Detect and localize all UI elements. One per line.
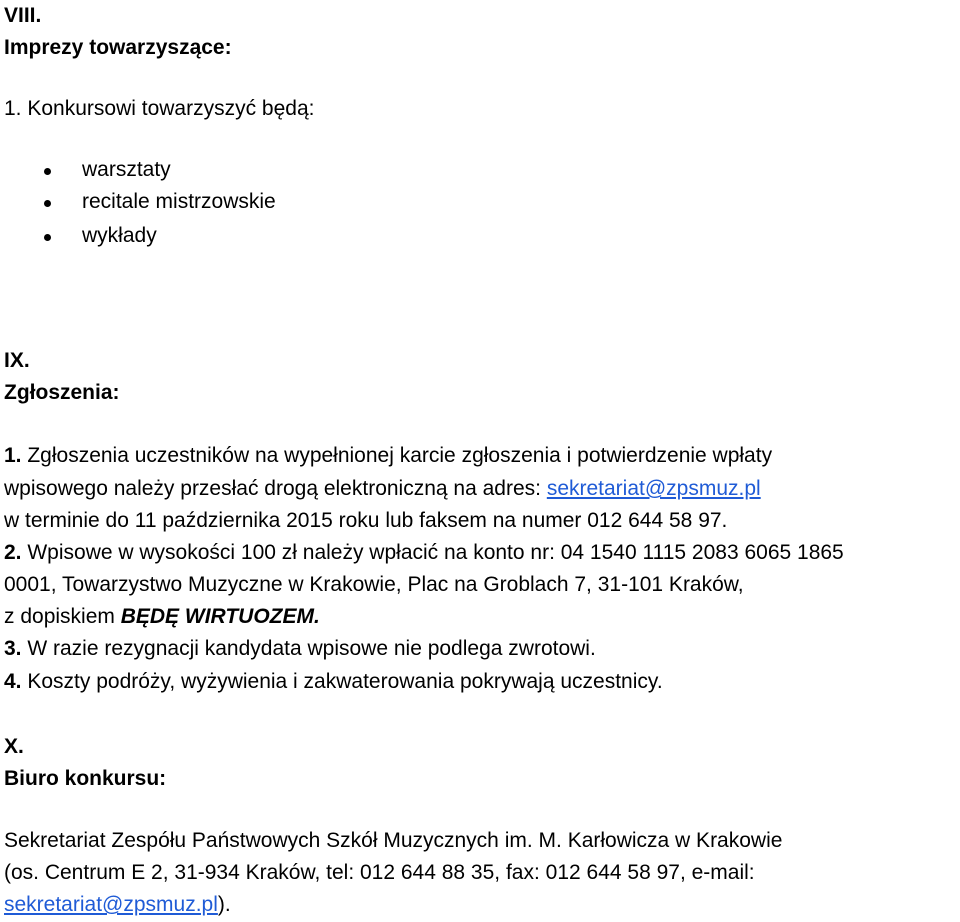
list-item: wykłady <box>82 224 157 247</box>
section-9-item-3 <box>4 636 596 662</box>
list-item: warsztaty <box>82 158 171 181</box>
emphasis-text: BĘDĘ WIRTUOZEM. <box>120 605 320 628</box>
section-9-item-1-line-2 <box>4 476 761 502</box>
item-text: Koszty podróży, wyżywienia i zakwaterowania pokrywają uczestnicy. <box>21 670 663 693</box>
bullet-icon <box>44 200 51 207</box>
section-10-number: X. <box>4 735 24 758</box>
section-9-item-1-line-1 <box>4 443 772 469</box>
bullet-icon <box>44 168 51 175</box>
email-link[interactable]: sekretariat@zpsmuz.pl <box>4 893 218 916</box>
section-8-title: Imprezy towarzyszące: <box>4 36 232 59</box>
item-text: z dopiskiem <box>4 605 121 628</box>
item-text: wpisowego należy przesłać drogą elektroniczną na adres: <box>4 477 547 500</box>
section-9-item-2-line-1 <box>4 540 844 566</box>
bullet-icon <box>44 234 51 241</box>
item-number: 3. <box>4 637 22 660</box>
item-number: 1. <box>4 444 22 467</box>
section-9-title: Zgłoszenia: <box>4 381 120 404</box>
section-8-item-1: 1. Konkursowi towarzyszyć będą: <box>4 97 315 120</box>
item-text: Zgłoszenia uczestników na wypełnionej karcie zgłoszenia i potwierdzenie wpłaty <box>21 444 773 467</box>
item-text: Wpisowe w wysokości 100 zł należy wpłacić na konto nr: 04 1540 1115 2083 6065 1865 <box>21 541 844 564</box>
item-number: 2. <box>4 541 22 564</box>
section-9-item-2-line-3 <box>4 604 320 630</box>
item-number: 4. <box>4 670 22 693</box>
section-9-item-4 <box>4 669 663 695</box>
office-line-3-tail: ). <box>217 893 231 916</box>
office-line-2: (os. Centrum E 2, 31-934 Kraków, tel: 012 644 88 35, fax: 012 644 58 97, e-mail: <box>4 861 755 884</box>
section-9-item-2-line-2: 0001, Towarzystwo Muzyczne w Krakowie, Plac na Groblach 7, 31-101 Kraków, <box>4 573 744 596</box>
section-9-item-1-line-3: w terminie do 11 października 2015 roku lub faksem na numer 012 644 58 97. <box>4 509 728 532</box>
office-line-1: Sekretariat Zespółu Państwowych Szkół Muzycznych im. M. Karłowicza w Krakowie <box>4 829 783 852</box>
section-8-number: VIII. <box>4 4 42 27</box>
email-link[interactable]: sekretariat@zpsmuz.pl <box>546 477 761 500</box>
section-10-title: Biuro konkursu: <box>4 767 167 790</box>
item-text: W razie rezygnacji kandydata wpisowe nie podlega zwrotowi. <box>21 637 596 660</box>
office-line-3 <box>4 892 231 918</box>
list-item: recitale mistrzowskie <box>82 190 276 213</box>
section-9-number: IX. <box>4 349 30 372</box>
